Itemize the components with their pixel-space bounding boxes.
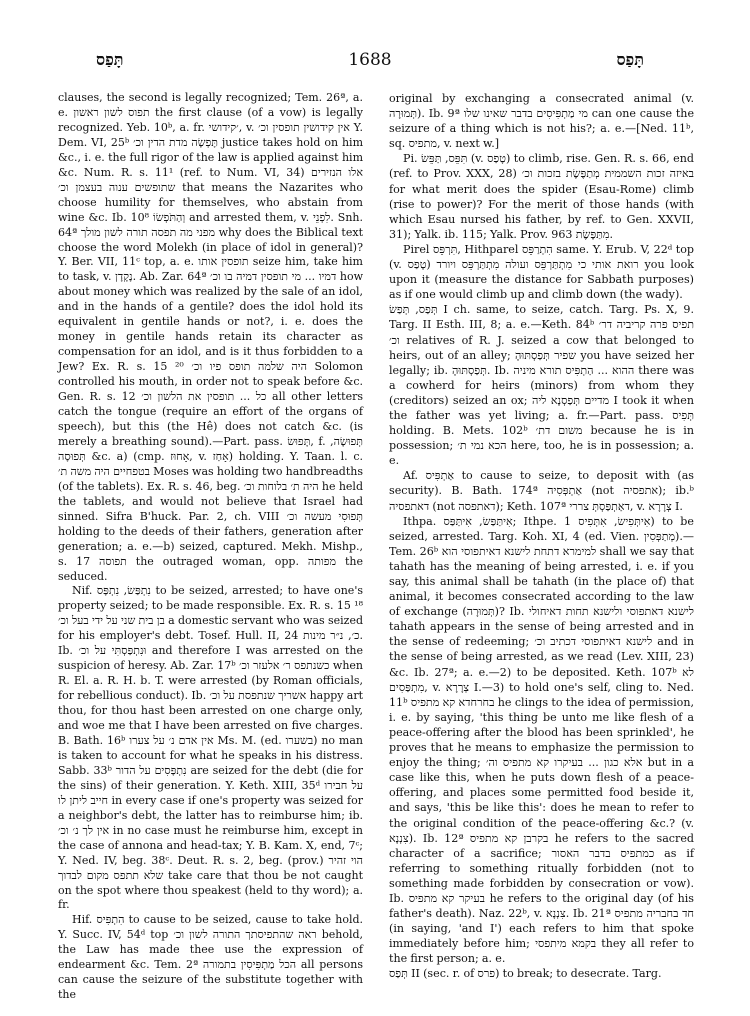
header-left-guide-word: תָּפַס — [96, 50, 124, 69]
entry-af: Af. אַתְפִּיס to cause to seize, to deposit with (as security). B. Bath. 174ª אַתְפְּסִיה (not אתפסיה); ib.ᵇ דאתפסיה (not דאתפסה); Keth. 107ª דאַתְפַּסְתְּ צררי, v. צְרָרָא I. — [389, 469, 695, 513]
right-column — [389, 91, 694, 982]
entry-pi: Pi. תִּפֵּס, תַּפֵּשׂ (v. טָפַס) to climb, rise. Gen. R. s. 66, end (ref. to Prov. XXX, 28) באיזה זכות השממית מְתַפֶּשֶׂת בזכות וכ׳ for what merit does the spider (Esau-Rome) climb (rise to power)? For the merit of those hands (with which Esau nursed his father, by ref. to Gen. XXVII, 31); Yalk. ib. 115; Yalk. Prov. 963 מִתַּפֶּשֶׂת. — [389, 152, 694, 241]
entry-hif: Hif. הִתְפִּיס to cause to be seized, cause to take hold. Y. Succ. IV, 54ᵈ top ראה שהתפיסתך התורה לשון וכ׳ behold, the Law has made thee use the expression of endearment &c. Tem. 2ª הכל מַתְפִּיסִין בתמורה all persons can cause the seizure of the substitute together with the — [58, 913, 364, 1002]
header-right-guide-word: תָּפַס — [616, 50, 644, 69]
left-column — [58, 91, 363, 1003]
paragraph-continuation: clauses, the second is legally recognized; Tem. 26ª, a. e. תפוס לשון ראשון the first clause (of a vow) is legally recognized. Yeb. 10ᵇ, a. fr. ׳קידושי, v. אין קידושין תופסין וכ׳ Y. Dem. VI, 25ᵇ תָּפְשָׂה מדת הדין וכ׳ justice takes hold on him &c., i. e. the full rigor of the law is applied against him &c. Num. R. s. 11¹ (ref. to Num. VI, 34) אלו הנזירים שתופשים ענוה בעצמן וכ׳ that means the Nazarites who choose humility for themselves, who abstain from wine &c. Ib. 10⁸ וְהַתֹּפְשׂוֹ and arrested them, v. לִפְנֵי. Snh. 64ª מפני מה תפסה תורה לשון מולך why does the Biblical text choose the word Molekh (in place of idol in general)? Y. Ber. VII, 11ᶜ top, a. e. תופסין אותו seize him, take him to task, v. נָקָדָן. Ab. Zar. 64ª דמיו ... מי תופסין דמיה בו וכ׳ how about money which was realized by the sale of an idol, and in the hands of a gentile? does the idol hold its equivalent in gentile hands or not?, i. e. does the money in gentile hands retain its character as compensation for an idol, and is it thus forbidden to a Jew? Ex. R. s. 15 ²⁰ היה שלמה תופס פיו וכ׳ Solomon controlled his mouth, in order not to speak before &c. Gen. R. s. 12 כל ... תופסין את הלשון וכ׳ all other letters catch the tongue (require an effort of the organs of speech), but this (the Hê) does not catch &c. (is merely a breathing sound).—Part. pass. תָּפוּשׂ, f. תְּפוּשָׂה, תְּפוּסָה &c. a) (cmp. אָחוּז, v. אָחַז) holding. Y. Taan. l. c. בטפחיים היה משה ת׳ Moses was holding two handbreadths (of the tablets). Ex. R. s. 46, beg. היה ת׳ בלוחות וכ׳ he held the tablets, and would not believe that Israel had sinned. Sifra B'huck. Par. 2, ch. VIII תְּפוּסִי מעשה וכ׳ holding to the deeds of their fathers, generation after generation; a. e.—b) seized, captured. Mekh. Mishp., s. 17 תפוסה the outraged woman, opp. מפותה the seduced. — [58, 91, 364, 583]
entry-nif: Nif. נִתְפַּשׂ, נִתְפָּס to be seized, arrested; to have one's property seized; to be made responsible. Ex. R. s. 15 ¹⁸ בן בית שני על ידי בעל וכ׳ a domestic servant who was seized for his employer's debt. Tosef. Hull. II, 24 כ׳, נ״ר מינות. Ib. וּנִתְפַּסְתִּי על וכ׳ and therefore I was arrested on the suspicion of heresy. Ab. Zar. 17ᵇ כשנתפס ר׳ אלעזר וכ׳ when R. El. a. R. H. b. T. were arrested (by Roman officials, for rebellious conduct). Ib. אשריך שנתפסת על וכ׳ happy art thou, for thou hast been arrested on one charge only, and woe me that I have been arrested on five charges. B. Bath. 16ᵇ אין אדם נ׳ על צערו Ms. M. (ed. בשערו) no man is taken to account for what he speaks in his distress. Sabb. 33ᵇ נִתְפָּסִים על הדור are seized for the debt (die for the sins) of their generation. Y. Keth. XIII, 35ᵈ על חבירו חייב ליתן לו in every case if one's property was seized for a neighbor's debt, the latter has to reimburse him; ib. אין לך נ׳ וכ׳ in no case must he reimburse him, except in the case of annona and head-tax; Y. B. Kam. X, end, 7ᶜ; Y. Ned. IV, beg. 38ᶜ. Deut. R. s. 2, beg. (prov.) הוי זהיר שלא תתפס מקום לבדוך take care that thou be not caught on the spot where thou speakest (held to thy word); a. fr. — [58, 584, 364, 912]
entry-pirel: Pirel תִּרְפֵּס, Hithparel הִתְרַפֵּס same. Y. Erub. V, 22ᵈ top (v. טָפַס) רואת אותי כי מִתְתַּרְפֵּס ועולה מִתְתַּרְפֵּס ויורד you look upon it (measure the distance for Sabbath purposes) as if one would climb up and climb down (the wady). — [389, 242, 695, 302]
headword-entry-tefas-ii: תְּפַס II (sec. r. of פרס) to break; to desecrate. Targ. — [389, 967, 662, 981]
page-header — [60, 50, 680, 74]
headword-entry-tefas-i: תְּפַס, תְּפַשׂ I ch. same, to seize, catch. Targ. Ps. X, 9. Targ. II Esth. III, 8; a. e.—Keth. 84ᵇ תפיס פרה קריביה דר׳ וכ׳ relatives of R. J. seized a cow that belonged to heirs, out of an alley; שפיר תְּפַסְתּוּהָ you have seized her legally; ib. תְּפַסְתּוּהָ. Ib. ההוא ... הַתְפִּיס תורא מיניה there was a cowherd for heirs (minors) from whom they (creditors) seized an ox; מדיים תְּפַסְנָא ליה I took it when the father was yet living; a. fr.—Part. pass. תְּפִיס holding. B. Mets. 102ᵇ משום דת׳ because he is in possession; הכא נמי ת׳ here, too, he is in possession; a. e. — [389, 303, 695, 468]
page-number: 1688 — [348, 50, 392, 70]
entry-ithpa: Ithpa. אִיתַּפַּשׂ, אִיתַּפַּס; Ithpe. אִיתְּפִישׂ, אִתְּפִיס 1) to be seized, arrested. Targ. Koh. XI, 4 (ed. Vien. מְתַפְּסִין).—Tem. 26ᵇ למימרא דתחת לישנא דאיתפוסי הוא shall we say that tahath has the meaning of being arrested, i. e. if you say, this animal shall be tahath (in the place of) that animal, it becomes consecrated according to the law of exchange (תְּמוּרָה)? Ib. לישנא דאתפוסי ולישנא תחות דאיחולי tahath appears in the sense of being arrested and in the sense of redeeming; לישנא דאיתפוסי דכתיב וכ׳ and in the sense of being arrested, as we read (Lev. XIII, 23) &c. Ib. 27ª; a. e.—2) to be deposited. Keth. 107ᵇ לא מִתְפַּסִים, v. צְרָרָא I.—3) to hold one's self, cling to. Ned. 11ᵇ בחרחדא קא מתפיס he clings to the idea of permission, i. e. by saying, 'this thing be unto me like flesh of a peace-offering after the blood has been sprinkled', he proves that he means to emphasize the permission to enjoy the thing; אלא כגון ... בעיקרו קא מתפיס וה׳ but in a case like this, when he puts down flesh of a peace-offering, and places some permitted food beside it, and says, 'this be like this': does he mean to refer to the original condition of the peace-offering &c.? (v. צִנְנָא). Ib. 12ª בקרבן קא מתפיס he refers to the sacred character of a sacrifice; כמתפיס בדבר האסור as if referring to something ritually forbidden (not to something made forbidden by consecration or vow). Ib. בעיקר קא מתפיס he refers to the original day (of his father's death). Naz. 22ᵇ, v. צִנְנָא. Ib. 21ª חד בחבריה מתפיס (in saying, 'and I') each refers to him that spoke immediately before him; בקמא מיתפסי they all refer to the first person; a. e. — [389, 514, 695, 966]
paragraph-continuation: original by exchanging a consecrated animal (v. תְּמוּרָה). Ib. 9ª מי מַתְפִּיסִים בדבר שאינו שלו can one cause the seizure of a thing which is not his?; a. e.—[Ned. 11ᵇ, sq. מתפיס, v. next w.] — [389, 92, 695, 151]
